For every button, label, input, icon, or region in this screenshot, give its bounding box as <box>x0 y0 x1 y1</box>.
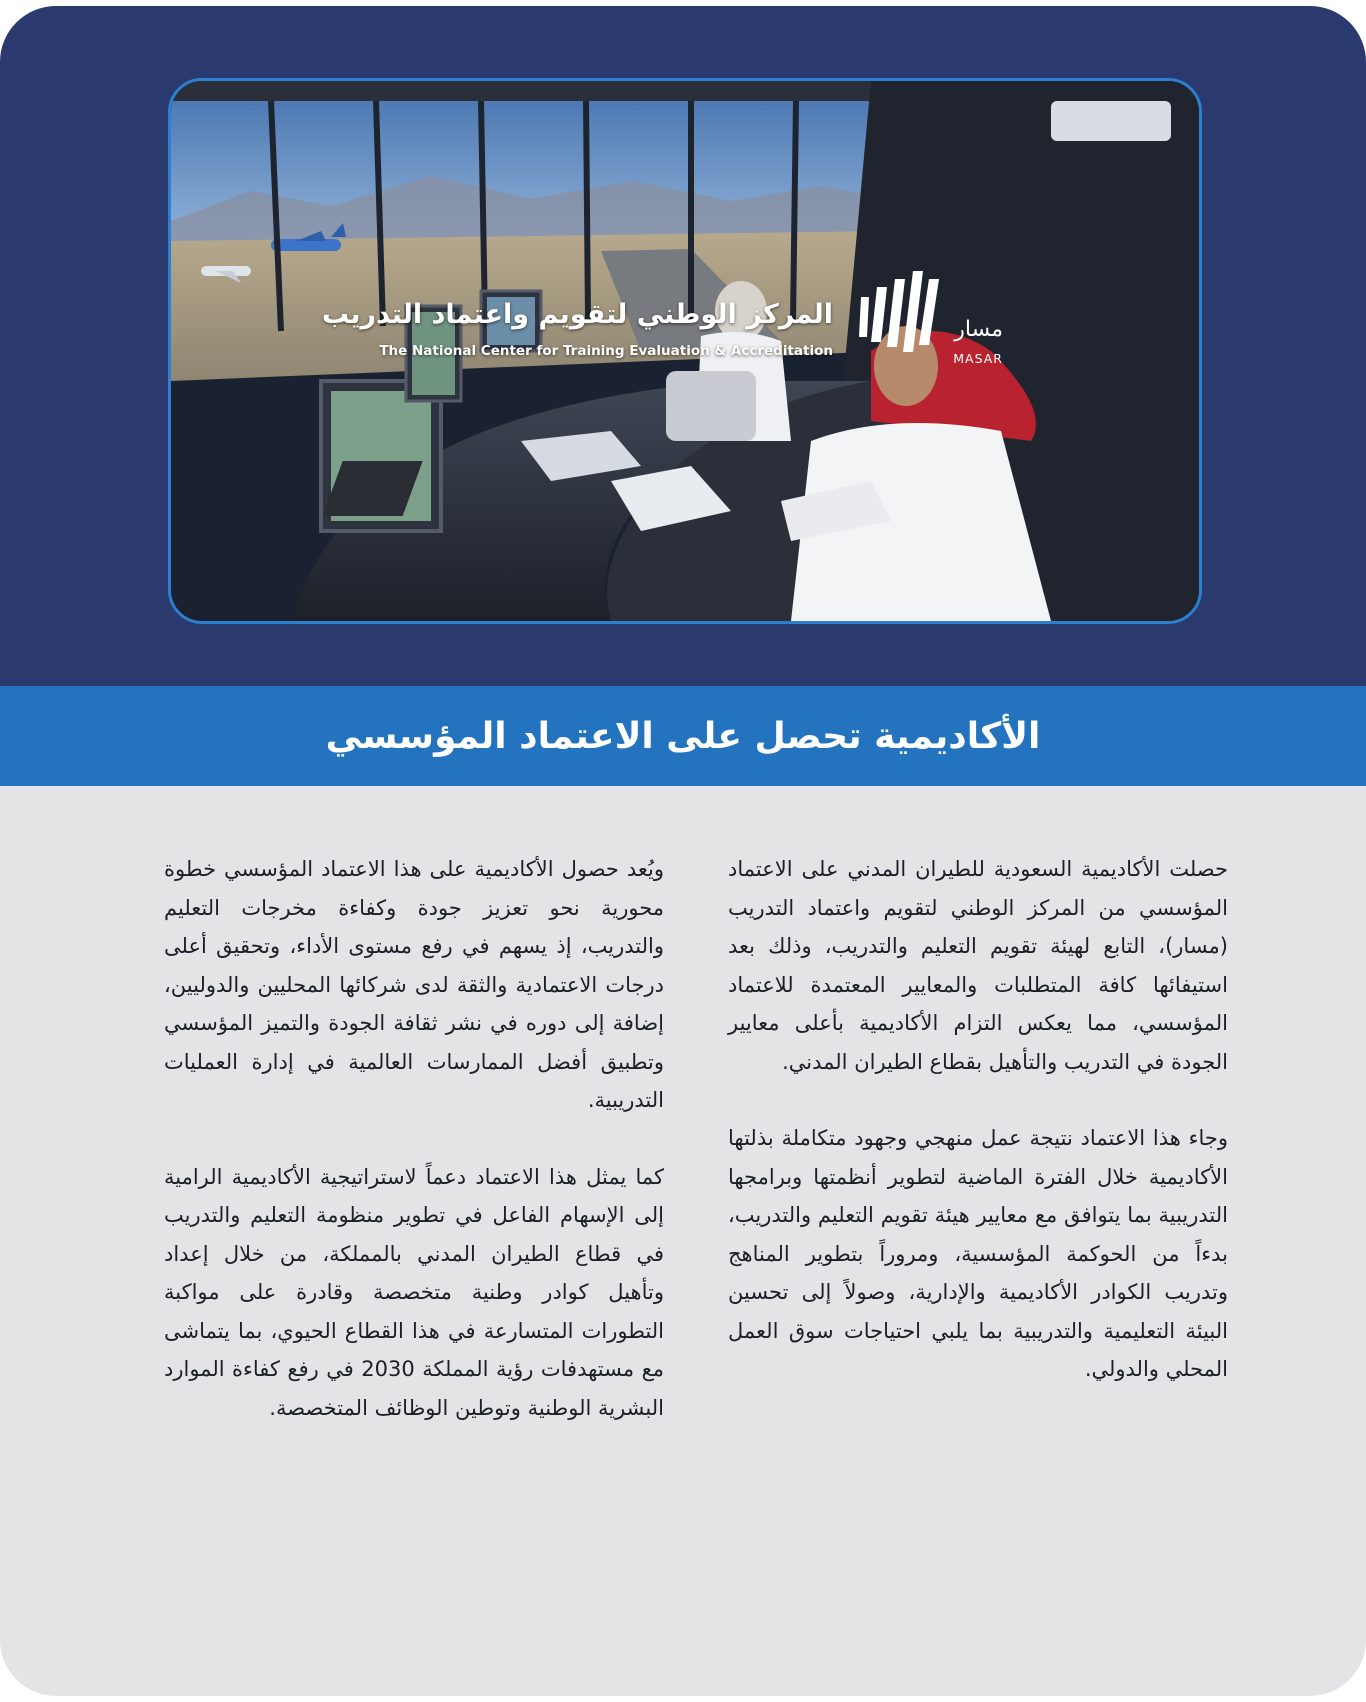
training-center-logo-arabic: المركز الوطني لتقويم واعتماد التدريب <box>321 299 833 330</box>
masar-logo-mark-icon <box>855 257 955 357</box>
paragraph: ويُعد حصول الأكاديمية على هذا الاعتماد المؤسسي خطوة محورية نحو تعزيز جودة وكفاءة مخرجات التعليم والتدريب، إذ يسهم في رفع مستوى الأداء، وتحقيق أعلى درجات الاعتمادية والثقة لدى شركائها المحليين والدوليين، إضافة إلى دوره في نشر ثقافة الجودة والتميز المؤسسي وتطبيق أفضل الممارسات العالمية في إدارة العمليات التدريبية. <box>164 857 664 1112</box>
training-center-logo-english: The National Center for Training Evaluation & Accreditation <box>379 343 833 359</box>
paragraph: كما يمثل هذا الاعتماد دعماً لاستراتيجية الأكاديمية الرامية إلى الإسهام الفاعل في تطوير منظومة التعليم والتدريب في قطاع الطيران المدني بالمملكة، من خلال إعداد وتأهيل كوادر وطنية متخصصة وقادرة على مواكبة التطورات المتسارعة في هذا القطاع الحيوي، بما يتماشى مع مستهدفات رؤية المملكة 2030 في رفع كفاءة الموارد البشرية الوطنية وتوطين الوظائف المتخصصة. <box>164 1164 664 1420</box>
title-band <box>0 686 1366 786</box>
article-column-left <box>164 850 664 1465</box>
article-title: الأكاديمية تحصل على الاعتماد المؤسسي <box>325 715 1041 757</box>
control-tower-photo <box>168 78 1202 624</box>
paragraph: وجاء هذا الاعتماد نتيجة عمل منهجي وجهود متكاملة بذلتها الأكاديمية خلال الفترة الماضية لتطوير أنظمتها وبرامجها التدريبية بما يتوافق مع معايير هيئة تقويم التعليم والتدريب، بدءاً من الحوكمة المؤسسية، ومروراً بتطوير المناهج وتدريب الكوادر الأكاديمية والإدارية، وصولاً إلى تحسين البيئة التعليمية والتدريبية بما يلبي احتياجات سوق العمل المحلي والدولي. <box>728 1126 1228 1381</box>
masar-logo-english: MASAR <box>953 351 1003 366</box>
air-conditioner <box>1051 101 1171 141</box>
paragraph: حصلت الأكاديمية السعودية للطيران المدني على الاعتماد المؤسسي من المركز الوطني لتقويم واعتماد التدريب (مسار)، التابع لهيئة تقويم التعليم والتدريب، وذلك بعد استيفائها كافة المتطلبات والمعايير المعتمدة للاعتماد المؤسسي، مما يعكس التزام الأكاديمية بأعلى معايير الجودة في التدريب والتأهيل بقطاع الطيران المدني. <box>728 857 1228 1074</box>
article-column-right <box>728 850 1228 1427</box>
masar-logo-arabic: مسار <box>954 317 1003 342</box>
header-section <box>0 6 1366 686</box>
article-page <box>0 6 1366 1696</box>
